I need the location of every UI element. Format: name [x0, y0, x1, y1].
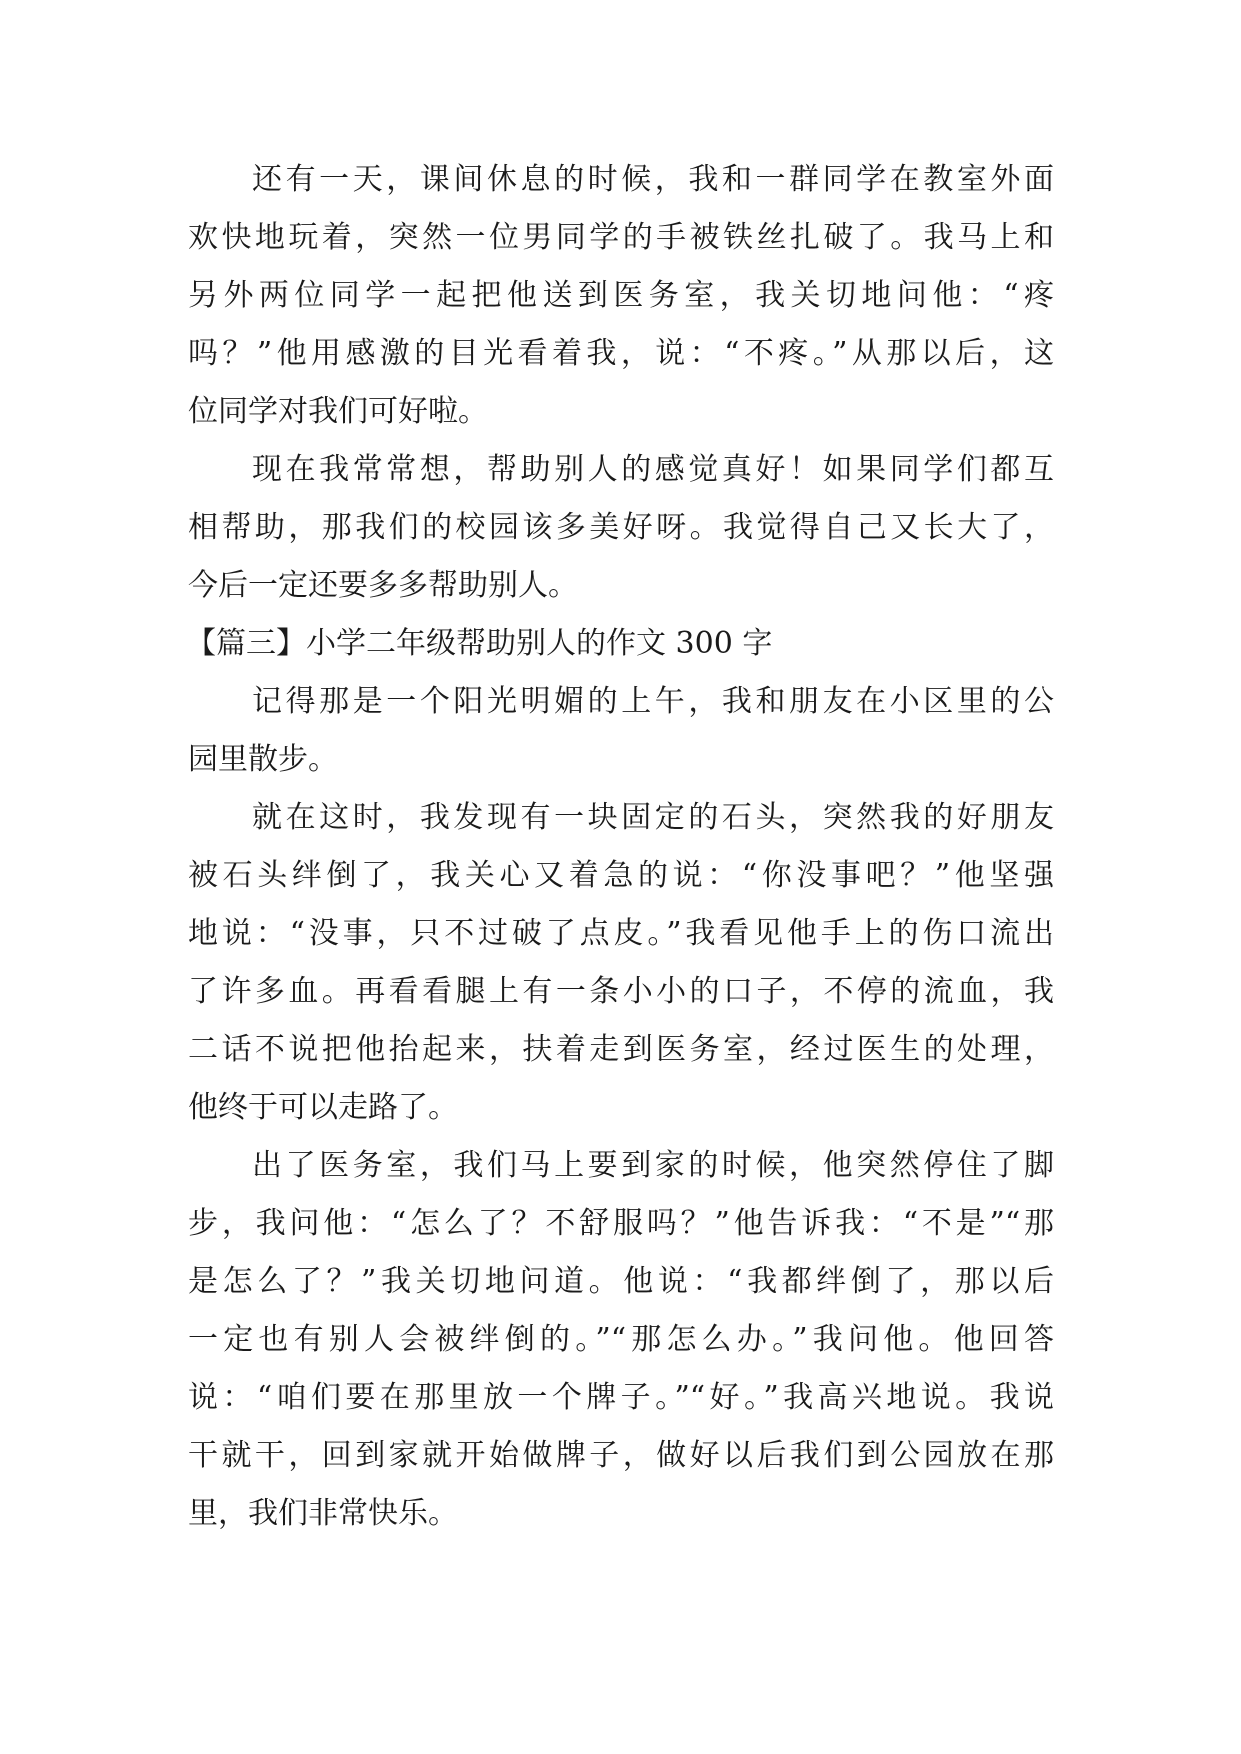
- text-line: 相帮助，那我们的校园该多美好呀。我觉得自己又长大了，: [188, 510, 1054, 545]
- text-line: 干就干，回到家就开始做牌子，做好以后我们到公园放在那: [188, 1438, 1054, 1473]
- text-line: 被石头绊倒了，我关心又着急的说：“你没事吧？”他坚强: [188, 858, 1054, 893]
- text-line: 步，我问他：“怎么了？不舒服吗？”他告诉我：“不是”“那: [188, 1206, 1054, 1241]
- text-line: 二话不说把他抬起来，扶着走到医务室，经过医生的处理，: [188, 1032, 1054, 1067]
- text-line: 现在我常常想，帮助别人的感觉真好！如果同学们都互: [252, 452, 1054, 487]
- text-line: 今后一定还要多多帮助别人。: [188, 568, 578, 603]
- text-line: 欢快地玩着，突然一位男同学的手被铁丝扎破了。我马上和: [188, 220, 1054, 255]
- text-line: 园里散步。: [188, 742, 338, 777]
- document-body: [188, 151, 1054, 1543]
- paragraph: [188, 151, 1054, 441]
- paragraph: [188, 673, 1054, 789]
- paragraph: [188, 789, 1054, 1137]
- text-line: 还有一天，课间休息的时候，我和一群同学在教室外面: [252, 162, 1054, 197]
- text-line: 另外两位同学一起把他送到医务室，我关切地问他：“疼: [188, 278, 1054, 313]
- text-line: 说：“咱们要在那里放一个牌子。”“好。”我高兴地说。我说: [188, 1380, 1054, 1415]
- text-line: 里，我们非常快乐。: [188, 1496, 458, 1531]
- text-line: 就在这时，我发现有一块固定的石头，突然我的好朋友: [252, 800, 1054, 835]
- text-line: 他终于可以走路了。: [188, 1090, 458, 1125]
- text-line: 吗？”他用感激的目光看着我，说：“不疼。”从那以后，这: [188, 336, 1054, 371]
- paragraph: [188, 441, 1054, 615]
- text-line: 记得那是一个阳光明媚的上午，我和朋友在小区里的公: [252, 684, 1054, 719]
- text-line: 是怎么了？”我关切地问道。他说：“我都绊倒了，那以后: [188, 1264, 1054, 1299]
- text-line: 一定也有别人会被绊倒的。”“那怎么办。”我问他。他回答: [188, 1322, 1054, 1357]
- paragraph: [188, 1137, 1054, 1543]
- text-line: 了许多血。再看看腿上有一条小小的口子，不停的流血，我: [188, 974, 1054, 1009]
- section-heading: 【篇三】小学二年级帮助别人的作文 300 字: [186, 626, 773, 661]
- text-line: 地说：“没事，只不过破了点皮。”我看见他手上的伤口流出: [188, 916, 1054, 951]
- text-line: 位同学对我们可好啦。: [188, 394, 488, 429]
- text-line: 出了医务室，我们马上要到家的时候，他突然停住了脚: [252, 1148, 1054, 1183]
